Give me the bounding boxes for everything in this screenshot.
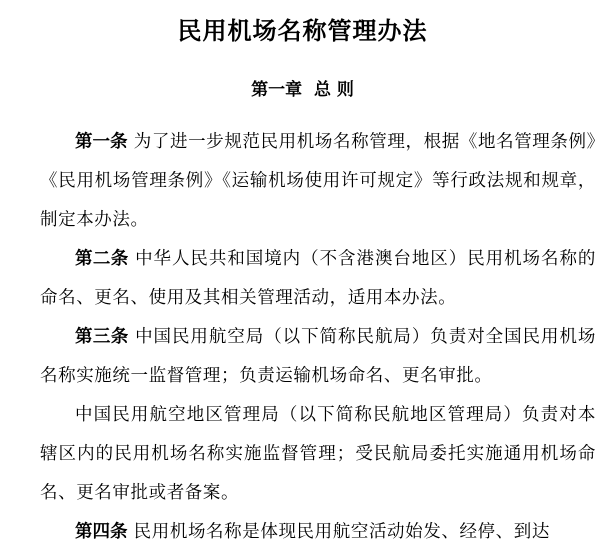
paragraph-text: 中国民用航空地区管理局（以下简称民航地区管理局）负责对本辖区内的民用机场名称实施监督管理；受民航局委托实施通用机场命名、更名审批或者备案。 [40,405,596,503]
article-number: 第二条 [75,249,129,269]
paragraph-article-1 [40,123,596,240]
article-number: 第一条 [75,132,128,152]
paragraph-text: 民用机场名称是体现民用航空活动始发、经停、到达 [127,522,550,542]
paragraph-text: 为了进一步规范民用机场名称管理，根据《地名管理条例》《民用机场管理条例》《运输机场使用许可规定》等行政法规和规章，制定本办法。 [40,132,597,230]
document-title: 民用机场名称管理办法 [177,17,428,45]
paragraph-article-2 [40,240,596,318]
paragraph-text: 中华人民共和国境内（不含港澳台地区）民用机场名称的命名、更名、使用及其相关管理活动，适用本办法。 [40,249,596,308]
paragraph-text: 中国民用航空局（以下简称民航局）负责对全国民用机场名称实施统一监督管理；负责运输机场命名、更名审批。 [40,327,596,386]
article-number: 第三条 [75,327,129,347]
paragraph-article-4 [40,513,596,552]
article-number: 第四条 [75,522,128,542]
paragraph-article-3-cont [40,396,596,513]
paragraph-article-3 [40,318,596,396]
document-body [40,123,596,552]
chapter-heading: 第一章 总 则 [251,80,354,100]
